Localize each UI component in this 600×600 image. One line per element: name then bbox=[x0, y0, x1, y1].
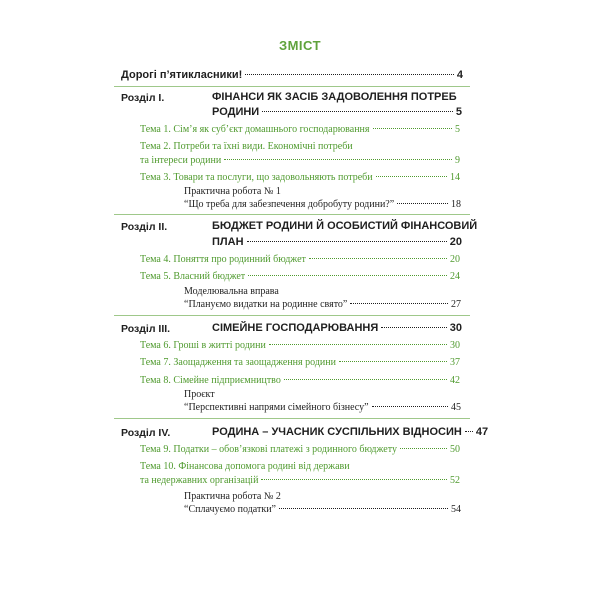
topic-title: Тема 1. Сім’я як суб’єкт домашнього господарювання bbox=[140, 124, 370, 135]
page-title: ЗМІСТ bbox=[278, 38, 322, 53]
intro-text: Дорогі п’ятикласники! bbox=[121, 69, 243, 81]
section-label: Розділ IV. bbox=[121, 427, 171, 439]
divider bbox=[114, 214, 470, 215]
page-number: 47 bbox=[475, 426, 489, 438]
dot-leader bbox=[269, 344, 447, 345]
dot-leader bbox=[309, 258, 447, 259]
dot-leader bbox=[372, 406, 448, 407]
section-label: Розділ ІІІ. bbox=[121, 323, 171, 335]
topic-title: Тема 8. Сімейне підприємництво bbox=[140, 375, 281, 386]
section-label: Розділ І. bbox=[121, 92, 165, 104]
topic-title-cont: та недержавних організацій bbox=[140, 475, 259, 486]
page-number: 27 bbox=[451, 299, 461, 310]
practical-label: Практична робота № 2 bbox=[184, 491, 281, 502]
topic-entry[interactable] bbox=[140, 444, 460, 455]
practical-entry[interactable] bbox=[184, 402, 461, 413]
practical-label: Практична робота № 1 bbox=[184, 186, 281, 197]
topic-entry[interactable] bbox=[140, 340, 460, 351]
divider bbox=[114, 315, 470, 316]
topic-entry[interactable] bbox=[140, 357, 460, 368]
topic-entry[interactable] bbox=[140, 475, 460, 486]
page-number: 5 bbox=[455, 124, 460, 135]
topic-entry[interactable] bbox=[140, 124, 460, 135]
dot-leader bbox=[339, 361, 447, 362]
page-number: 4 bbox=[456, 69, 463, 81]
dot-leader bbox=[279, 508, 448, 509]
dot-leader bbox=[262, 111, 453, 112]
dot-leader bbox=[373, 128, 452, 129]
section-entry[interactable] bbox=[212, 236, 462, 248]
page-number: 14 bbox=[450, 172, 460, 183]
section-entry[interactable] bbox=[212, 426, 489, 438]
practical-entry[interactable] bbox=[184, 199, 461, 210]
practical-title: “Перспективні напрями сімейного бізнесу” bbox=[184, 402, 369, 413]
section-title: БЮДЖЕТ РОДИНИ Й ОСОБИСТИЙ ФІНАНСОВИЙ bbox=[212, 220, 478, 232]
page-number: 5 bbox=[455, 106, 462, 118]
section-title: ФІНАНСИ ЯК ЗАСІБ ЗАДОВОЛЕННЯ ПОТРЕБ bbox=[212, 91, 457, 103]
section-label: Розділ ІІ. bbox=[121, 221, 168, 233]
page-number: 18 bbox=[451, 199, 461, 210]
section-title-cont: РОДИНИ bbox=[212, 106, 260, 118]
page-number: 45 bbox=[451, 402, 461, 413]
topic-entry[interactable] bbox=[140, 271, 460, 282]
practical-entry[interactable] bbox=[184, 299, 461, 310]
dot-leader bbox=[397, 203, 448, 204]
dot-leader bbox=[261, 479, 447, 480]
practical-title: “Сплачуємо податки” bbox=[184, 504, 276, 515]
page-number: 50 bbox=[450, 444, 460, 455]
dot-leader bbox=[350, 303, 448, 304]
dot-leader bbox=[284, 379, 447, 380]
page-number: 42 bbox=[450, 375, 460, 386]
section-title: СІМЕЙНЕ ГОСПОДАРЮВАННЯ bbox=[212, 322, 379, 334]
dot-leader bbox=[248, 275, 447, 276]
topic-title: Тема 9. Податки – обов’язкові платежі з родинного бюджету bbox=[140, 444, 397, 455]
topic-title[interactable]: Тема 2. Потреби та їхні види. Економічні потреби bbox=[140, 141, 353, 152]
page-number: 9 bbox=[455, 155, 460, 166]
topic-entry[interactable] bbox=[140, 155, 460, 166]
practical-label: Моделювальна вправа bbox=[184, 286, 279, 297]
page-number: 37 bbox=[450, 357, 460, 368]
topic-entry[interactable] bbox=[140, 375, 460, 386]
practical-label: Проєкт bbox=[184, 389, 215, 400]
topic-entry[interactable] bbox=[140, 172, 460, 183]
dot-leader bbox=[247, 241, 447, 242]
topic-title: Тема 5. Власний бюджет bbox=[140, 271, 246, 282]
page-number: 54 bbox=[451, 504, 461, 515]
topic-title: Тема 7. Заощадження та заощадження родини bbox=[140, 357, 336, 368]
dot-leader bbox=[381, 327, 447, 328]
page-number: 30 bbox=[449, 322, 462, 334]
dot-leader bbox=[224, 159, 452, 160]
section-title: РОДИНА – УЧАСНИК СУСПІЛЬНИХ ВІДНОСИН bbox=[212, 426, 462, 438]
practical-entry[interactable] bbox=[184, 504, 461, 515]
topic-entry[interactable] bbox=[140, 254, 460, 265]
topic-title: Тема 6. Гроші в житті родини bbox=[140, 340, 266, 351]
page-number: 20 bbox=[450, 254, 460, 265]
topic-title[interactable]: Тема 10. Фінансова допомога родині від держави bbox=[140, 461, 350, 472]
dot-leader bbox=[465, 431, 473, 432]
dot-leader bbox=[376, 176, 447, 177]
divider bbox=[114, 418, 470, 419]
dot-leader bbox=[245, 74, 454, 75]
practical-title: “Що треба для забезпечення добробуту родини?” bbox=[184, 199, 395, 210]
dot-leader bbox=[400, 448, 447, 449]
topic-title-cont: та інтереси родини bbox=[140, 155, 222, 166]
topic-title: Тема 3. Товари та послуги, що задовольняють потреби bbox=[140, 172, 373, 183]
page-number: 30 bbox=[450, 340, 460, 351]
section-title-cont: ПЛАН bbox=[212, 236, 244, 248]
practical-title: “Плануємо видатки на родинне свято” bbox=[184, 299, 348, 310]
topic-title: Тема 4. Поняття про родинний бюджет bbox=[140, 254, 306, 265]
page-number: 24 bbox=[450, 271, 460, 282]
section-entry[interactable] bbox=[212, 322, 462, 334]
section-entry[interactable] bbox=[212, 106, 462, 118]
page-number: 52 bbox=[450, 475, 460, 486]
divider bbox=[114, 86, 470, 87]
page-number: 20 bbox=[449, 236, 462, 248]
intro-entry[interactable] bbox=[121, 69, 463, 81]
